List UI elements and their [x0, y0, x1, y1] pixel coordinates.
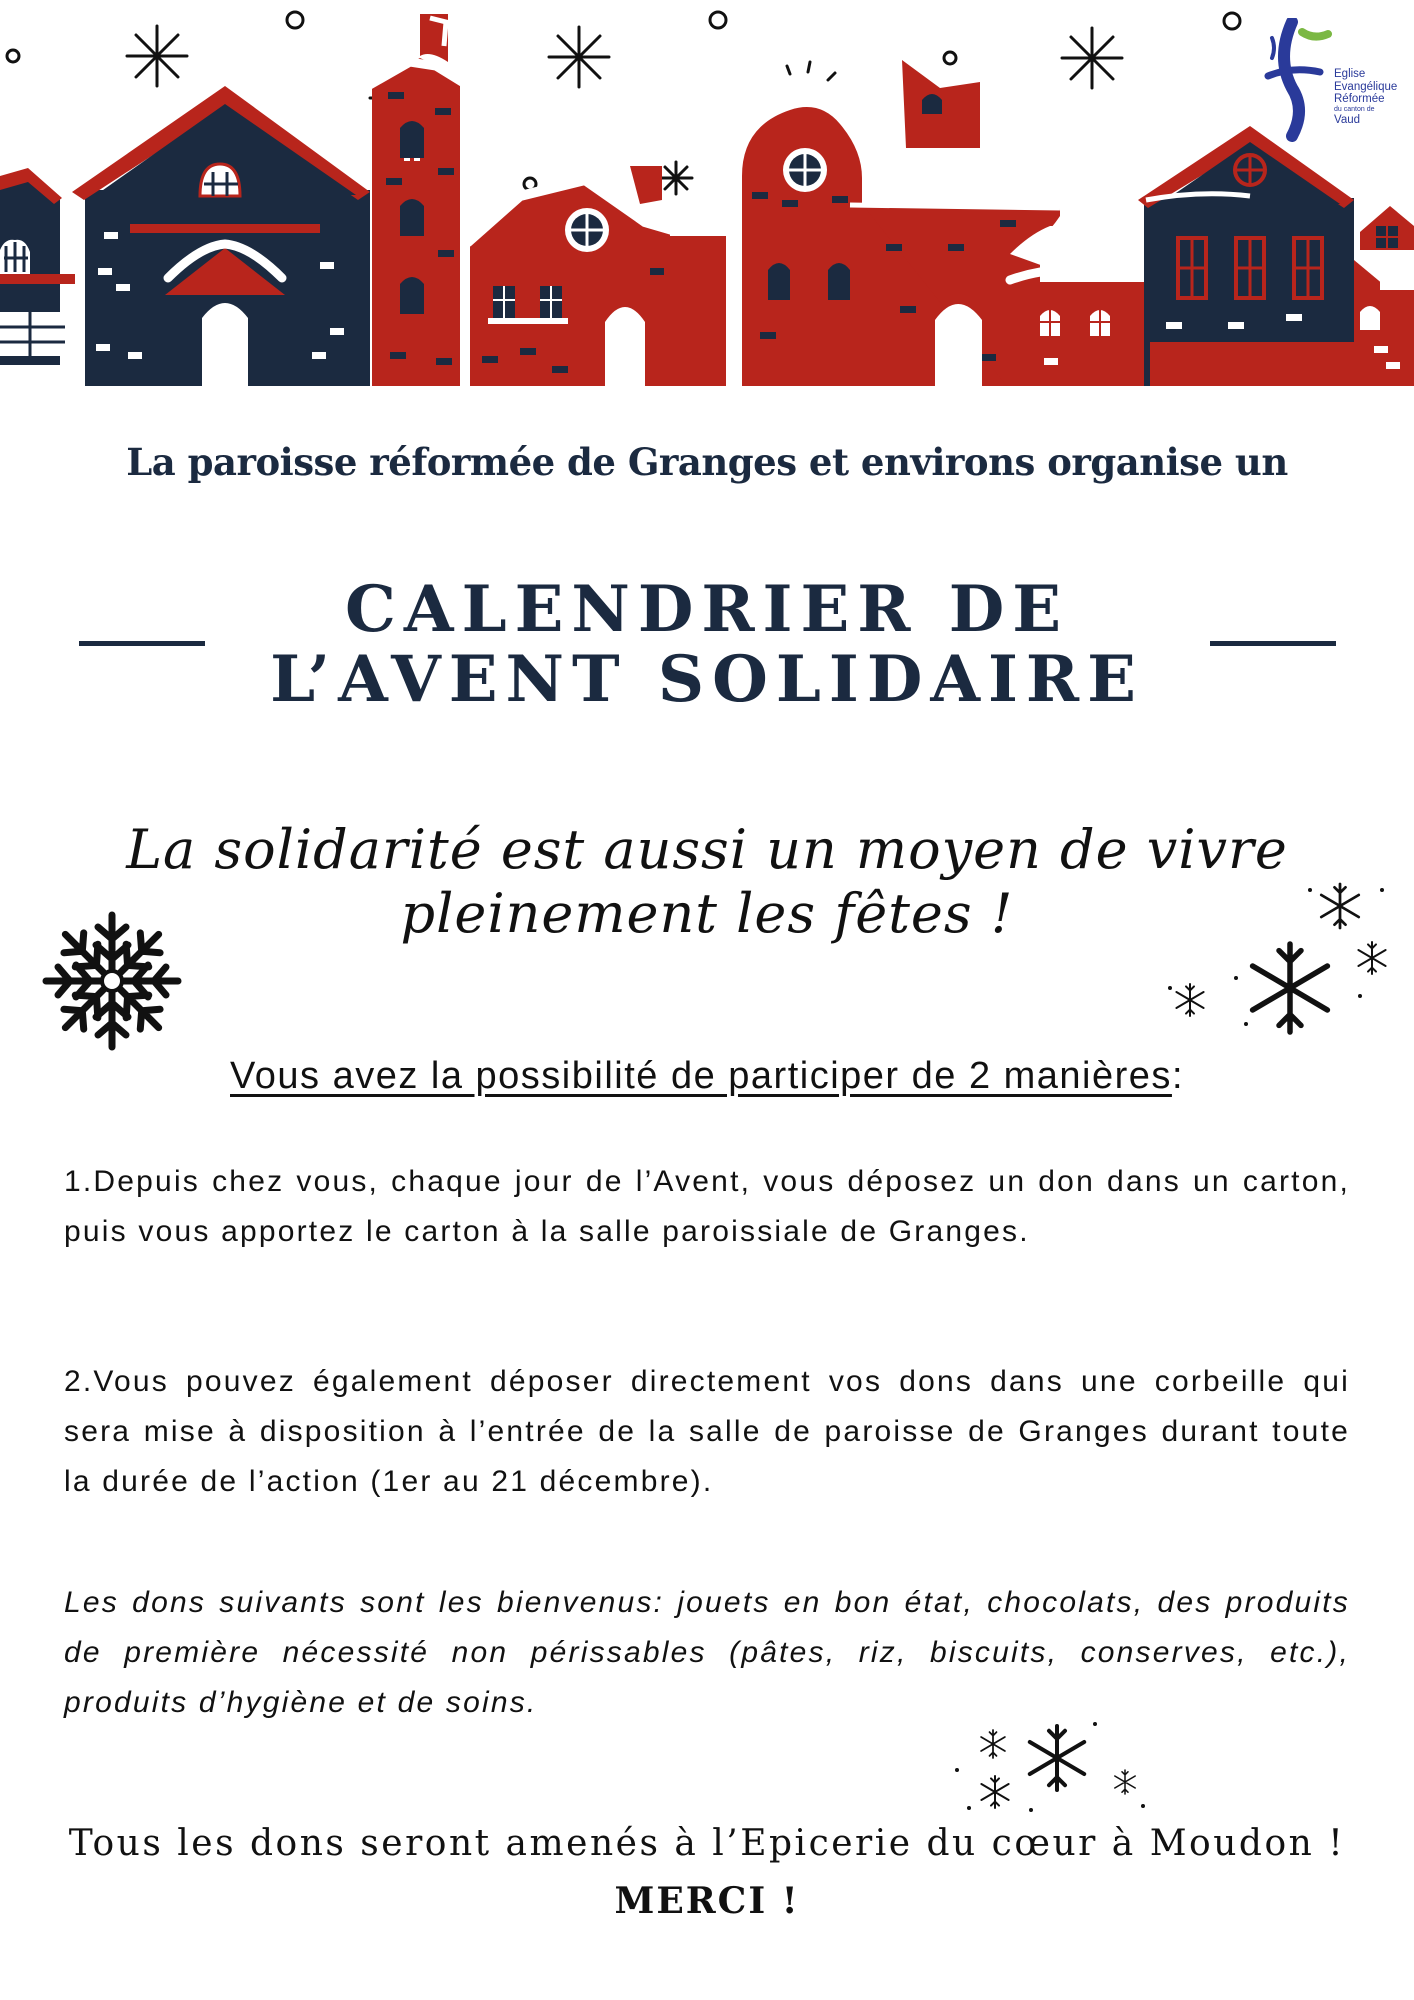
- christmas-village-banner: [0, 0, 1414, 400]
- church-logo-text: [1334, 68, 1397, 126]
- logo-line: Réformée: [1334, 93, 1385, 105]
- snowflake-cluster-bottom-icon: [945, 1710, 1155, 1820]
- house-navy-large: [72, 86, 370, 390]
- closing-text: Tous les dons seront amenés à l’Epicerie du cœur à Moudon !: [68, 1823, 1346, 1864]
- option-two-paragraph: 2.Vous pouvez également déposer directement vos dons dans une corbeille qui sera mise à disposition à l’entrée de la salle de paroisse de Granges durant toute la durée de l’action (1er au 21 décembre).: [64, 1365, 1350, 1498]
- logo-line: du canton de: [1334, 105, 1375, 113]
- snowflake-icon: [36, 905, 188, 1057]
- title-line-2: L’AVENT SOLIDAIRE: [270, 642, 1144, 717]
- church-logo-icon: [1262, 18, 1332, 143]
- house-far-left: [0, 168, 75, 365]
- snowflake-cluster-icon: [1150, 860, 1400, 1040]
- option-one-paragraph: 1.Depuis chez vous, chaque jour de l’Avent, vous déposez un don dans un carton, puis vous apportez le carton à la salle paroissiale de Granges.: [64, 1165, 1350, 1248]
- church-logo: [1262, 18, 1407, 143]
- tower-red: [368, 14, 462, 390]
- logo-line: Eglise: [1334, 68, 1366, 80]
- house-red-round-window: [468, 166, 726, 390]
- participation-heading-suffix: :: [1171, 1055, 1184, 1097]
- logo-line: Evangélique: [1334, 80, 1398, 93]
- donations-list-paragraph: Les dons suivants sont les bienvenus: jouets en bon état, chocolats, des produits de première nécessité non périssables (pâtes, riz, biscuits, conserves, etc.), produits d’hygiène et de soins.: [64, 1586, 1350, 1719]
- participation-heading-text: Vous avez la possibilité de participer de 2 manières: [230, 1055, 1172, 1097]
- participation-heading: [0, 1055, 1414, 1098]
- title-line-1: CALENDRIER DE: [344, 572, 1070, 647]
- page-title: [0, 572, 1414, 717]
- tagline-line-2: pleinement les fêtes !: [400, 882, 1014, 945]
- house-navy-right: [1138, 126, 1354, 390]
- house-red-far-right: [1354, 206, 1414, 390]
- intro-text: La paroisse réformée de Granges et environs organise un: [126, 440, 1288, 484]
- logo-line: Vaud: [1334, 113, 1361, 126]
- tagline-line-1: La solidarité est aussi un moyen de vivre: [126, 818, 1288, 881]
- merci-text: MERCI !: [614, 1880, 800, 1922]
